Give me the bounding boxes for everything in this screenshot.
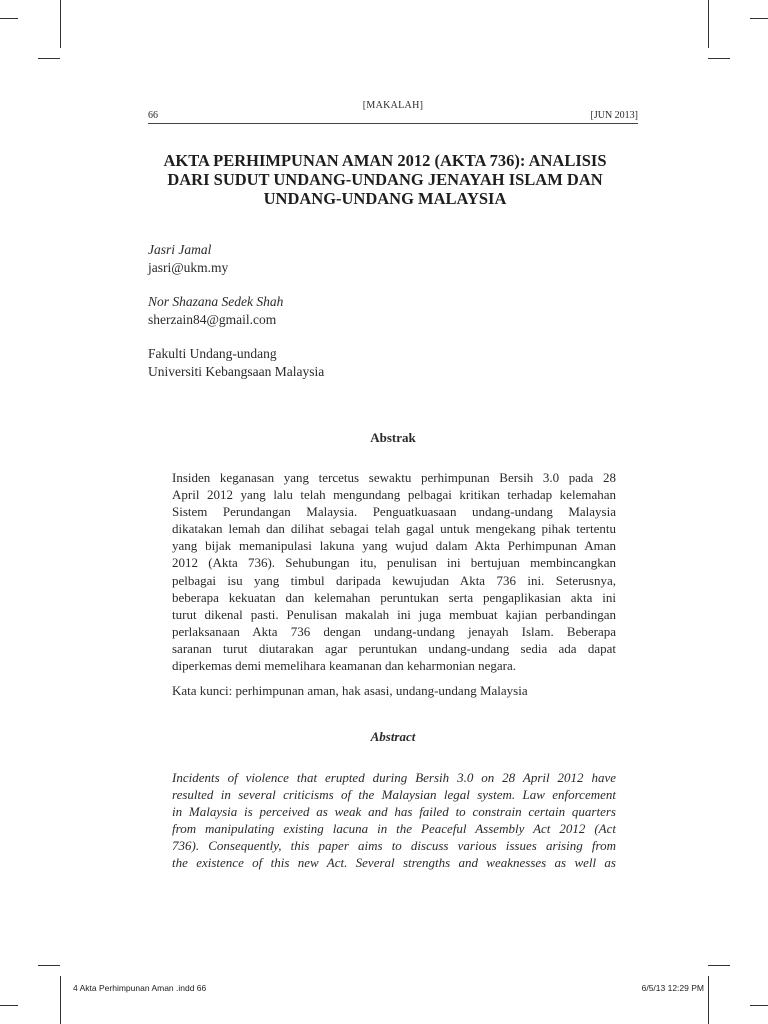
- abstrak-line: Insiden keganasan yang tercetus sewaktu perhimpunan Bersih 3.0 pada 28: [172, 470, 616, 485]
- running-head-section: [MAKALAH]: [362, 100, 424, 111]
- abstrak-line: turut dikenal pasti. Penulisan makalah ini juga membuat kajian perbandingan: [172, 606, 616, 622]
- crop-mark: [0, 18, 18, 19]
- abstract-line: 736). Consequently, this paper aims to discuss various issues arising from: [172, 838, 616, 854]
- abstrak-line: saranan turut diutarakan agar peruntukan undang-undang sedia ada dapat: [172, 640, 616, 656]
- author-name: Jasri Jamal: [148, 242, 212, 257]
- running-head: [148, 100, 638, 124]
- crop-mark: [60, 976, 61, 1024]
- title-line: DARI SUDUT UNDANG-UNDANG JENAYAH ISLAM DAN: [167, 170, 603, 189]
- affiliation-university: Universiti Kebangsaan Malaysia: [148, 364, 325, 379]
- crop-mark: [0, 1005, 18, 1006]
- abstrak-line: perlaksanaan Akta 736 dengan undang-undang jenayah Islam. Beberapa: [172, 623, 616, 639]
- crop-mark: [708, 965, 730, 966]
- abstract-line: Incidents of violence that erupted during Bersih 3.0 on 28 April 2012 have: [172, 770, 616, 785]
- crop-mark: [750, 18, 768, 19]
- author-email: jasri@ukm.my: [148, 260, 229, 275]
- abstrak-line: April 2012 yang lalu telah mengundang pelbagai kritikan terhadap kelemahan: [172, 487, 616, 503]
- crop-mark: [708, 976, 709, 1024]
- author-email: sherzain84@gmail.com: [148, 312, 277, 327]
- crop-mark: [60, 0, 61, 48]
- abstract-line: the existence of this new Act. Several strengths and weaknesses as well as: [172, 855, 616, 871]
- page-number: 66: [148, 110, 158, 121]
- abstrak-line: beberapa kekuatan dan kelemahan peruntukan serta pengaplikasian akta ini: [172, 589, 616, 605]
- affiliation-faculty: Fakulti Undang-undang: [148, 346, 277, 361]
- abstrak-line: pelbagai isu yang timbul daripada kewujudan Akta 736 ini. Seterusnya,: [172, 572, 616, 588]
- abstrak-line: Sistem Perundangan Malaysia. Penguatkuasaan undang-undang Malaysia: [172, 504, 616, 520]
- crop-mark: [708, 0, 709, 48]
- abstract-line: from manipulating existing lacuna in the Peaceful Assembly Act 2012 (Act: [172, 821, 616, 837]
- title-line: UNDANG-UNDANG MALAYSIA: [263, 189, 507, 208]
- abstract-line: resulted in several criticisms of the Malaysian legal system. Law enforcement: [172, 787, 616, 803]
- slug-timestamp: 6/5/13 12:29 PM: [641, 983, 704, 993]
- title-line: AKTA PERHIMPUNAN AMAN 2012 (AKTA 736): ANALISIS: [163, 151, 607, 170]
- author-block: [148, 241, 324, 381]
- abstrak-line: 2012 (Akta 736). Sehubungan itu, penulisan ini bertujuan membincangkan: [172, 555, 616, 571]
- abstrak-line: yang bijak memanipulasi lakuna yang wujud dalam Akta Perhimpunan Aman: [172, 538, 616, 554]
- crop-mark: [38, 965, 60, 966]
- abstrak-line: diperkemas demi memelihara keamanan dan keharmonian negara.: [172, 658, 516, 674]
- abstrak-heading: Abstrak: [370, 430, 416, 445]
- crop-mark: [38, 58, 60, 59]
- abstract-body: [172, 769, 616, 872]
- keywords: Kata kunci: perhimpunan aman, hak asasi, undang-undang Malaysia: [172, 683, 528, 698]
- article-title: [130, 151, 640, 208]
- abstract-heading: Abstract: [370, 729, 416, 744]
- author-name: Nor Shazana Sedek Shah: [148, 294, 284, 309]
- abstract-line: in Malaysia is perceived as weak and has failed to constrain certain quarters: [172, 804, 616, 820]
- crop-mark: [750, 1005, 768, 1006]
- abstrak-body: [172, 469, 616, 674]
- slug-filename: 4 Akta Perhimpunan Aman .indd 66: [73, 983, 207, 993]
- crop-mark: [708, 58, 730, 59]
- abstrak-line: dikatakan lemah dan dilihat sebagai telah gagal untuk mengekang pihak tertentu: [172, 521, 616, 537]
- running-head-issue: [JUN 2013]: [590, 110, 638, 121]
- running-head-rule: [148, 123, 638, 124]
